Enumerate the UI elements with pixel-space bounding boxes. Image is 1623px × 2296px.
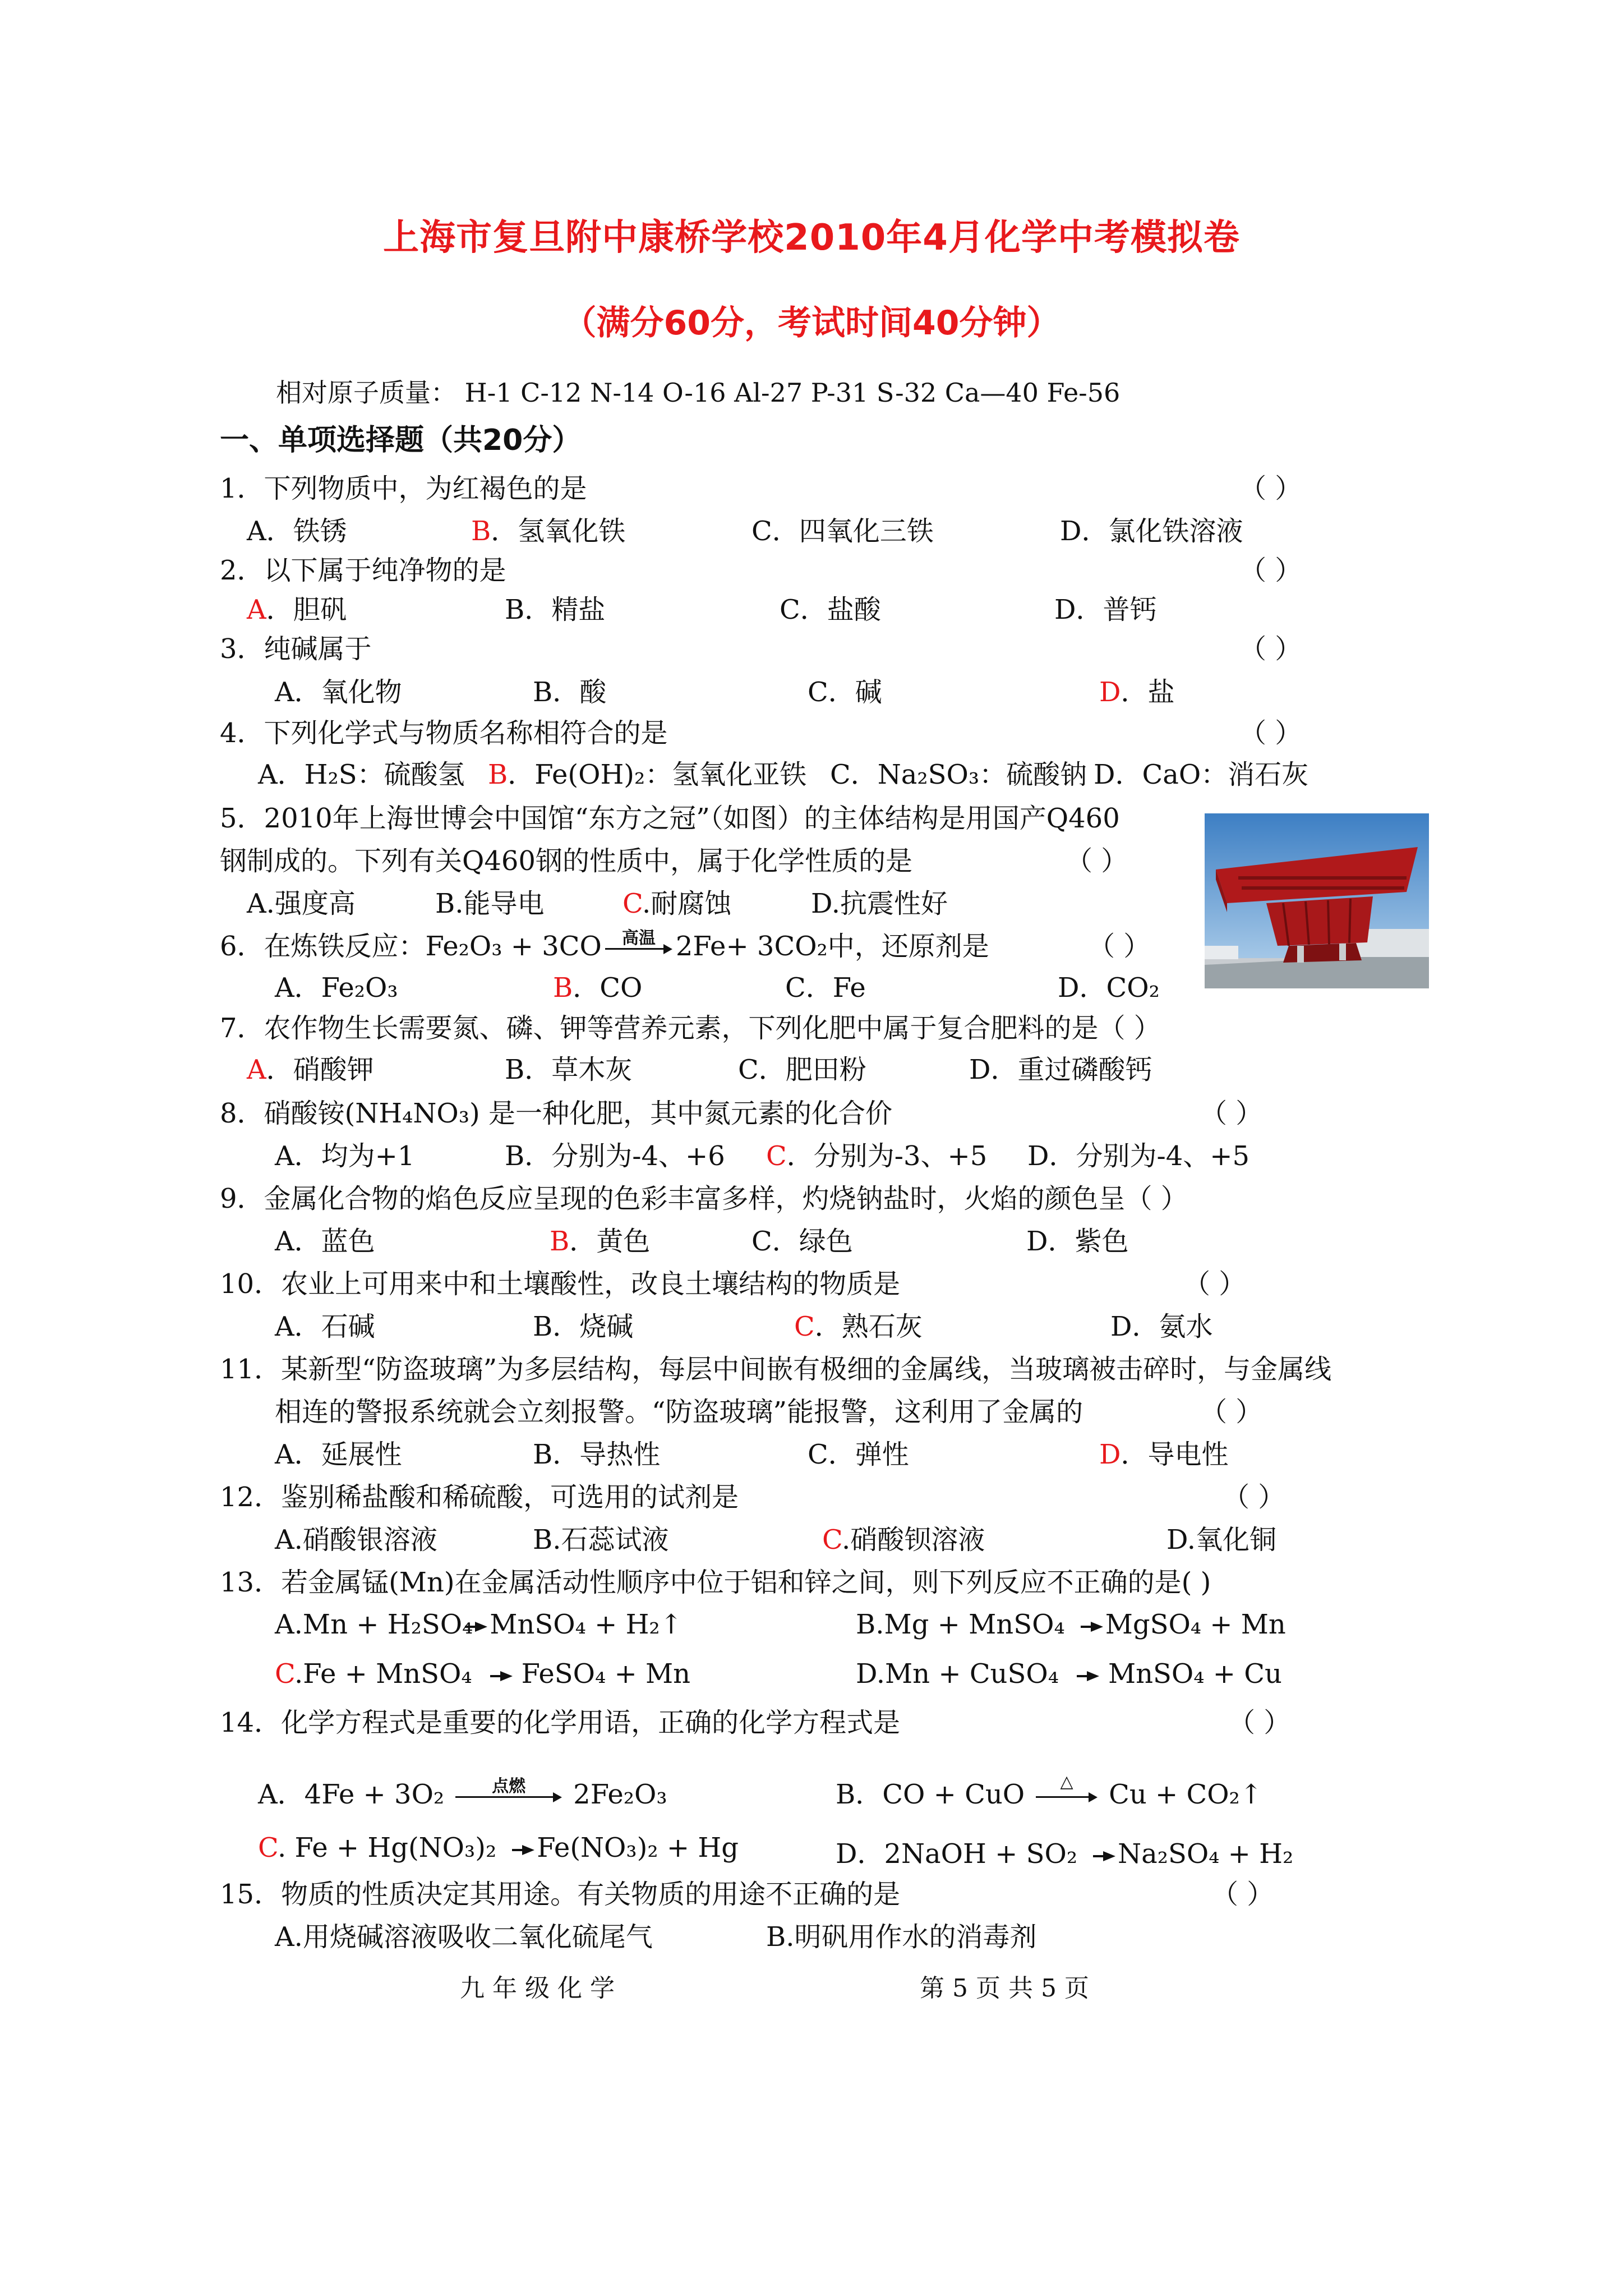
q11-option-b: B．导热性 <box>533 1439 661 1470</box>
reaction-arrow <box>455 1776 562 1802</box>
footer-page-number: 第 5 页 共 5 页 <box>920 1974 1089 2003</box>
answer-mark: D <box>1099 1439 1121 1470</box>
question-13-stem: 13．若金属锰(Mn)在金属活动性顺序中位于铝和锌之间，则下列反应不正确的是( ) <box>220 1567 1211 1598</box>
answer-blank: （ ） <box>1239 633 1302 665</box>
exam-title: 上海市复旦附中康桥学校2010年4月化学中考模拟卷 <box>383 217 1240 259</box>
q1-option-b: B．氢氧化铁 <box>471 516 626 547</box>
q10-option-b: B．烧碱 <box>533 1311 634 1342</box>
q5-option-a: A.强度高 <box>247 888 356 919</box>
question-14-stem: 14．化学方程式是重要的化学用语，正确的化学方程式是 <box>220 1707 901 1738</box>
arrow-icon <box>500 1671 513 1681</box>
q8-option-d: D．分别为-4、+5 <box>1027 1140 1250 1172</box>
q4-option-a: A．H₂S：硫酸氢 <box>258 759 465 790</box>
atomic-mass-line: 相对原子质量： H-1 C-12 N-14 O-16 Al-27 P-31 S-32 Ca—40 Fe-56 <box>276 378 1121 408</box>
question-5-stem-line1: 5．2010年上海世博会中国馆“东方之冠”（如图）的主体结构是用国产Q460 <box>220 803 1120 834</box>
q12-option-a: A.硝酸银溶液 <box>275 1524 437 1556</box>
q4-option-c: C．Na₂SO₃：硫酸钠 <box>830 759 1087 790</box>
q9-option-a: A．蓝色 <box>275 1226 375 1257</box>
q12-option-c: C.硝酸钡溶液 <box>822 1524 985 1556</box>
q7-option-d: D．重过磷酸钙 <box>969 1054 1152 1085</box>
q14-option-b: B．CO + CuO △ Cu + CO₂↑ <box>836 1772 1263 1810</box>
answer-blank: （ ） <box>1239 717 1302 749</box>
q10-option-c: C．熟石灰 <box>794 1311 923 1342</box>
q10-option-a: A．石碱 <box>275 1311 375 1342</box>
question-2-stem: 2．以下属于纯净物的是 <box>220 555 506 586</box>
q12-option-b: B.石蕊试液 <box>533 1524 669 1556</box>
answer-blank: （ ） <box>1239 473 1302 504</box>
answer-mark: C <box>766 1140 787 1172</box>
arrow-icon <box>1103 1851 1115 1861</box>
q5-option-c: C.耐腐蚀 <box>623 888 732 919</box>
question-8-stem: 8．硝酸铵(NH₄NO₃) 是一种化肥，其中氮元素的化合价 <box>220 1098 892 1129</box>
question-15-stem: 15．物质的性质决定其用途。有关物质的用途不正确的是 <box>220 1879 901 1910</box>
q13-option-a: A.Mn + H₂SO₄ MnSO₄ + H₂↑ <box>275 1609 683 1640</box>
q4-option-b: B．Fe(OH)₂：氢氧化亚铁 <box>488 759 807 790</box>
reaction-condition: 高温 <box>621 928 656 948</box>
exam-subtitle: （满分60分，考试时间40分钟） <box>562 303 1061 343</box>
q6-option-c: C．Fe <box>785 972 866 1004</box>
answer-blank: （ ） <box>1211 1879 1274 1910</box>
question-5-stem-line2: 钢制成的。下列有关Q460钢的性质中，属于化学性质的是 <box>220 845 912 877</box>
q7-option-b: B．草木灰 <box>505 1054 633 1085</box>
q15-option-b: B.明矾用作水的消毒剂 <box>766 1921 1037 1953</box>
q10-option-d: D．氨水 <box>1110 1311 1213 1342</box>
pavilion-illustration <box>1205 813 1429 988</box>
question-7-stem: 7．农作物生长需要氮、磷、钾等营养元素，下列化肥中属于复合肥料的是（ ） <box>220 1013 1161 1044</box>
q6-option-d: D．CO₂ <box>1058 972 1160 1004</box>
q1-option-d: D．氯化铁溶液 <box>1060 516 1243 547</box>
answer-mark: D <box>1099 677 1121 708</box>
q12-option-d: D.氧化铜 <box>1166 1524 1277 1556</box>
answer-mark: B <box>550 1226 570 1257</box>
q6-option-b: B．CO <box>553 972 643 1004</box>
q11-option-d: D．导电性 <box>1099 1439 1229 1470</box>
arrow-icon <box>475 1622 487 1632</box>
q1-option-c: C．四氧化三铁 <box>751 516 934 547</box>
answer-blank: （ ） <box>1088 931 1151 962</box>
q9-option-d: D．紫色 <box>1026 1226 1129 1257</box>
answer-mark: C <box>822 1524 842 1556</box>
answer-blank: （ ） <box>1200 1098 1263 1129</box>
q9-option-b: B．黄色 <box>550 1226 651 1257</box>
q11-option-c: C．弹性 <box>808 1439 909 1470</box>
q8-option-a: A．均为+1 <box>275 1140 415 1172</box>
reaction-condition: △ <box>1060 1772 1073 1792</box>
answer-mark: B <box>553 972 573 1004</box>
answer-mark: C <box>258 1832 278 1864</box>
q8-option-b: B．分别为-4、+6 <box>505 1140 725 1172</box>
q13-option-b: B.Mg + MnSO₄ MgSO₄ + Mn <box>856 1609 1286 1640</box>
q1-option-a: A．铁锈 <box>247 516 347 547</box>
answer-blank: （ ） <box>1066 845 1128 877</box>
answer-blank: （ ） <box>1228 1707 1291 1738</box>
answer-mark: C <box>275 1658 295 1690</box>
question-6-stem: 6．在炼铁反应：Fe₂O₃ + 3CO 高温 2Fe+ 3CO₂中，还原剂是 <box>220 924 989 963</box>
answer-mark: B <box>488 759 508 790</box>
q6-option-a: A．Fe₂O₃ <box>275 972 398 1004</box>
q4-option-d: D．CaO：消石灰 <box>1094 759 1309 790</box>
q2-option-c: C．盐酸 <box>780 594 881 625</box>
q2-option-d: D．普钙 <box>1054 594 1157 625</box>
question-11-stem-line2: 相连的警报系统就会立刻报警。“防盗玻璃”能报警，这利用了金属的 <box>275 1396 1083 1428</box>
q14-option-a: A．4Fe + 3O₂ 点燃 2Fe₂O₃ <box>258 1773 667 1811</box>
question-3-stem: 3．纯碱属于 <box>220 633 372 665</box>
answer-mark: A <box>247 594 266 625</box>
q7-option-c: C．肥田粉 <box>738 1054 866 1085</box>
answer-mark: C <box>623 888 643 919</box>
q11-option-a: A．延展性 <box>275 1439 402 1470</box>
q14-option-c: C. Fe + Hg(NO₃)₂ Fe(NO₃)₂ + Hg <box>258 1832 739 1864</box>
q7-option-a: A．硝酸钾 <box>247 1054 374 1085</box>
q5-option-d: D.抗震性好 <box>811 888 948 919</box>
question-11-stem-line1: 11．某新型“防盗玻璃”为多层结构，每层中间嵌有极细的金属线，当玻璃被击碎时，与金属线 <box>220 1354 1332 1385</box>
section-heading: 一、单项选择题（共20分） <box>220 424 582 457</box>
reaction-arrow <box>1036 1772 1098 1802</box>
arrow-icon <box>1087 1671 1099 1681</box>
reaction-arrow <box>605 928 672 954</box>
question-12-stem: 12．鉴别稀盐酸和稀硫酸，可选用的试剂是 <box>220 1481 739 1513</box>
q2-option-b: B．精盐 <box>505 594 606 625</box>
q8-option-c: C．分别为-3、+5 <box>766 1140 988 1172</box>
answer-mark: B <box>471 516 491 547</box>
question-9-stem: 9．金属化合物的焰色反应呈现的色彩丰富多样，灼烧钠盐时，火焰的颜色呈（ ） <box>220 1183 1188 1214</box>
q3-option-c: C．碱 <box>808 677 882 708</box>
q3-option-d: D．盐 <box>1099 677 1175 708</box>
q13-option-d: D.Mn + CuSO₄ MnSO₄ + Cu <box>856 1658 1282 1690</box>
question-1-stem: 1．下列物质中，为红褐色的是 <box>220 473 587 504</box>
answer-blank: （ ） <box>1239 555 1302 586</box>
q3-option-b: B．酸 <box>533 677 607 708</box>
q13-option-c: C.Fe + MnSO₄ FeSO₄ + Mn <box>275 1658 690 1690</box>
q15-option-a: A.用烧碱溶液吸收二氧化硫尾气 <box>275 1921 653 1953</box>
answer-mark: A <box>247 1054 266 1085</box>
answer-blank: （ ） <box>1223 1481 1285 1513</box>
reaction-condition: 点燃 <box>492 1776 526 1796</box>
q5-option-b: B.能导电 <box>435 888 545 919</box>
q14-option-d: D．2NaOH + SO₂ Na₂SO₄ + H₂ <box>836 1838 1294 1870</box>
answer-blank: （ ） <box>1200 1396 1263 1428</box>
answer-blank: （ ） <box>1183 1268 1246 1300</box>
answer-mark: C <box>794 1311 815 1342</box>
footer-subject: 九 年 级 化 学 <box>460 1974 615 2003</box>
question-10-stem: 10．农业上可用来中和土壤酸性，改良土壤结构的物质是 <box>220 1268 901 1300</box>
arrow-icon <box>522 1845 534 1855</box>
q3-option-a: A．氧化物 <box>275 677 402 708</box>
arrow-icon <box>1091 1622 1103 1632</box>
q9-option-c: C．绿色 <box>751 1226 853 1257</box>
q2-option-a: A．胆矾 <box>247 594 347 625</box>
china-pavilion-image <box>1205 813 1429 988</box>
question-4-stem: 4．下列化学式与物质名称相符合的是 <box>220 717 668 749</box>
